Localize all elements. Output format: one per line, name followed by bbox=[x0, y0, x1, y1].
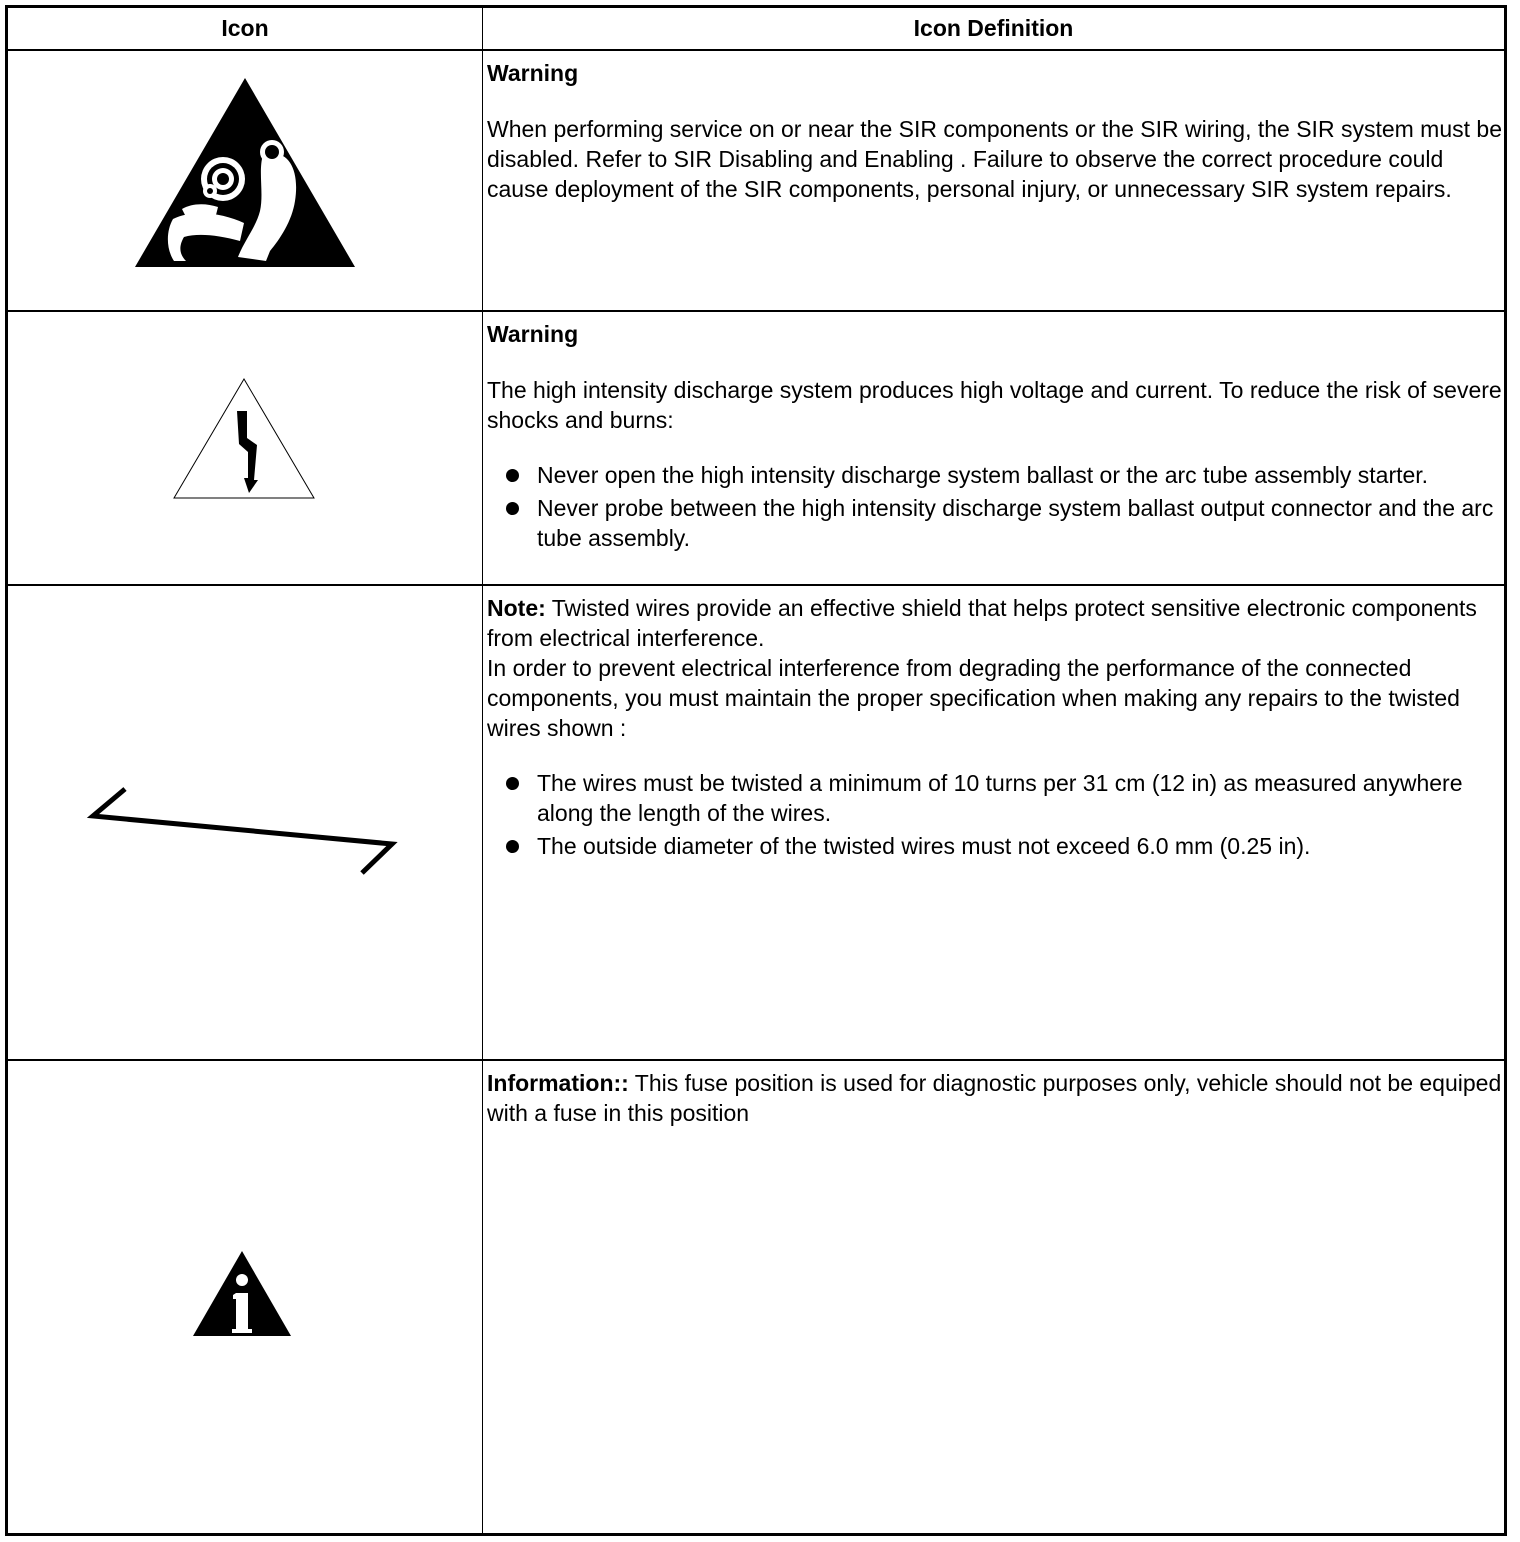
information-icon bbox=[8, 1061, 482, 1536]
information-text: Information:: This fuse position is used for diagnostic purposes only, vehicle should not be equiped with a fuse in this position bbox=[487, 1070, 1502, 1126]
table-row-definition bbox=[487, 593, 1503, 864]
warning-title: Warning bbox=[487, 60, 579, 86]
header-icon: Icon bbox=[221, 15, 269, 41]
bullet-icon bbox=[506, 502, 519, 515]
note-label: Note: bbox=[487, 595, 546, 621]
table-row-icon-cell bbox=[8, 312, 482, 584]
icon-definition-table bbox=[5, 5, 1507, 1536]
bullet-icon bbox=[506, 840, 519, 853]
warning-text: The high intensity discharge system produces high voltage and current. To reduce the risk of severe shocks and burns: bbox=[487, 377, 1502, 433]
warning-title: Warning bbox=[487, 321, 579, 347]
bullet-list bbox=[487, 768, 1503, 861]
note-body: In order to prevent electrical interference from degrading the performance of the connected components, you must maintain the proper specification when making any repairs to the twisted wires shown : bbox=[487, 655, 1460, 741]
bullet-icon bbox=[506, 469, 519, 482]
high-voltage-warning-icon bbox=[8, 312, 482, 584]
table-row-icon-cell bbox=[8, 51, 482, 310]
table-row-definition bbox=[487, 1068, 1503, 1128]
list-item: The outside diameter of the twisted wires must not exceed 6.0 mm (0.25 in). bbox=[487, 831, 1503, 861]
table-row-definition bbox=[487, 319, 1503, 556]
note-text: Note: Twisted wires provide an effective shield that helps protect sensitive electronic components from electrical interference. bbox=[487, 595, 1477, 651]
warning-text: When performing service on or near the SIR components or the SIR wiring, the SIR system must be disabled. Refer to SIR Disabling and Enabling . Failure to observe the correct procedure could cause deployment of the SIR components, personal injury, or unnecessary SIR system repairs. bbox=[487, 116, 1502, 202]
table-row-icon-cell bbox=[8, 586, 482, 1059]
twisted-wires-icon bbox=[8, 586, 482, 1059]
bullet-list bbox=[487, 460, 1503, 553]
list-item: The wires must be twisted a minimum of 10 turns per 31 cm (12 in) as measured anywhere along the length of the wires. bbox=[487, 768, 1503, 828]
list-item: Never probe between the high intensity discharge system ballast output connector and the arc tube assembly. bbox=[487, 493, 1503, 553]
header-icon-definition: Icon Definition bbox=[913, 15, 1074, 41]
list-item: Never open the high intensity discharge system ballast or the arc tube assembly starter. bbox=[487, 460, 1503, 490]
information-label: Information:: bbox=[487, 1070, 629, 1096]
bullet-icon bbox=[506, 777, 519, 790]
airbag-warning-icon bbox=[8, 51, 482, 310]
table-row-definition bbox=[487, 58, 1503, 204]
column-divider bbox=[482, 8, 483, 1533]
table-row-icon-cell bbox=[8, 1061, 482, 1536]
